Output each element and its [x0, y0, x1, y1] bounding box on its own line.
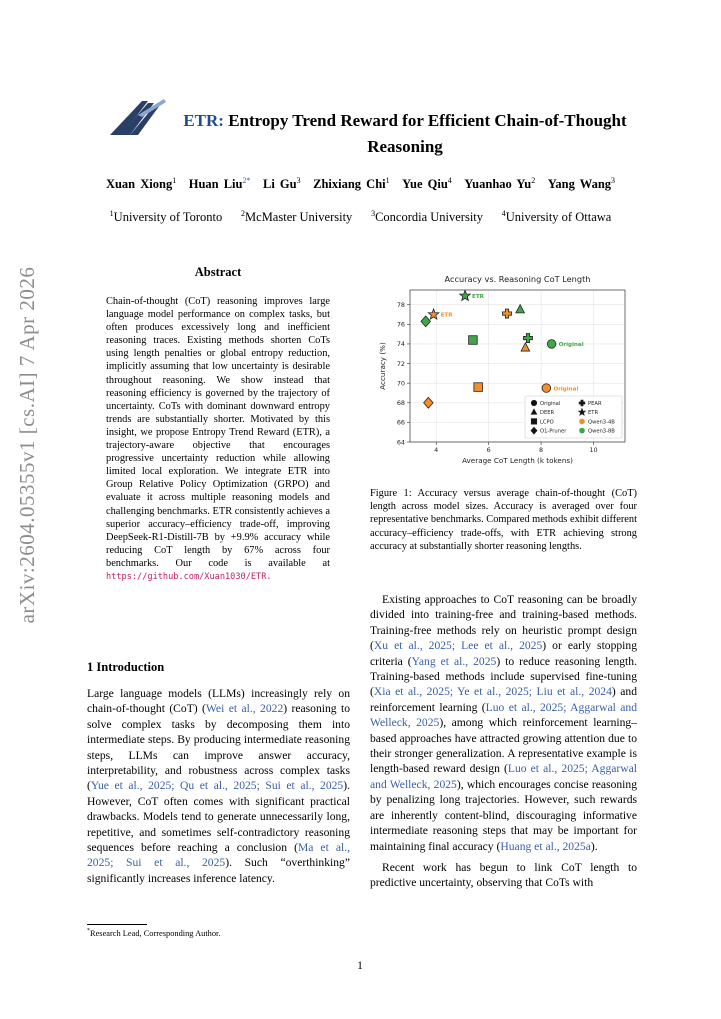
citation-link[interactable]: Wei et al., 2022: [205, 702, 284, 716]
abstract-text: Chain-of-thought (CoT) reasoning improves large language model performance on complex tasks, but often produces excessively long and inefficient reasoning traces. Existing methods shorten CoTs using length penalties or global entropy reduction, implicitly assuming that low uncertainty is desirable throughout reasoning. We show instead that reasoning efficiency is governed by the trajectory of uncertainty. CoTs with dominant downward entropy trends are substantially shorter. Motivated by this insight, we propose Entropy Trend Reward (ETR), a trajectory-aware objective that encourages progressive uncertainty reduction while allowing limited local exploration. We integrate ETR into Group Relative Policy Optimization (GRPO) and evaluate it across multiple reasoning models and challenging benchmarks. ETR consistently achieves a superior accuracy–efficiency trade-off, improving DeepSeek-R1-Distill-7B by +9.9% accuracy while reducing CoT length by 67% across four benchmarks. Our code is available at: [106, 296, 330, 569]
data-point-o1-pruner: [421, 316, 430, 327]
legend-label: LCPO: [540, 419, 554, 426]
point-label: ETR: [472, 294, 485, 301]
point-label: Original: [553, 386, 579, 393]
data-point-original: [547, 340, 556, 349]
point-label: Original: [558, 342, 584, 349]
legend-marker: [531, 400, 536, 405]
author-affiliation-mark: 1: [172, 176, 177, 185]
abstract-body: [106, 295, 330, 584]
data-point-lcpo: [474, 383, 483, 392]
y-tick-label: 74: [396, 340, 405, 349]
intro-text: ). However, CoT often comes with significant practical drawbacks. Models tend to generate unnecessarily long, repetitive, and sometimes self-contradictory reasoning sequences before reaching a conclusion (: [87, 779, 350, 855]
figure-caption: Figure 1: Accuracy versus average chain-of-thought (CoT) length across model sizes. Accuracy is averaged over four representative benchmarks. Compared methods exhibit different accuracy–efficiency trade-offs, with ETR achieving strong accuracy at substantially shorter reasoning lengths.: [370, 488, 637, 552]
affiliation: $^1$University of Toronto: [109, 209, 223, 225]
right-paragraph-2: Recent work has begun to link CoT length to predictive uncertainty, observing that CoTs with: [370, 860, 637, 890]
intro-text: ) reasoning to solve complex tasks by decomposing them into intermediate steps. By producing intermediate reasoning steps, LLMs can improve answer accuracy, interpretability, and robustness across complex tasks (: [87, 702, 351, 793]
title-text: Entropy Trend Reward for Efficient Chain-of-Thought Reasoning: [228, 111, 627, 156]
data-point-o1-pruner: [424, 397, 433, 408]
body-text: ) to reduce reasoning length. Training-based methods include supervised fine-tuning (: [370, 654, 637, 699]
author-affiliation-mark: 4: [447, 176, 452, 185]
legend-label: Original: [540, 401, 561, 407]
arxiv-identifier: arXiv:2604.05355v1 [cs.AI] 7 Apr 2026: [15, 266, 39, 624]
right-paragraph-1: [370, 592, 637, 854]
chart-title: Accuracy vs. Reasoning CoT Length: [444, 274, 591, 284]
body-text: ), which encourages concise reasoning by penalizing long trajectories. However, such rewards are inherently content-blind, discouraging informative intermediate reasoning steps that may be important for maintaining final accuracy (: [370, 777, 637, 853]
author-affiliation-mark: 3: [296, 176, 301, 185]
y-tick-label: 64: [396, 438, 405, 447]
author-name: Zhixiang Chi$^1$: [313, 176, 390, 192]
citation-link[interactable]: Xia et al., 2025; Ye et al., 2025; Liu et al., 2024: [373, 685, 612, 699]
etr-logo-icon: [108, 97, 168, 137]
y-tick-label: 78: [396, 301, 405, 310]
legend-label: PEAR: [588, 401, 602, 407]
author-name: Li Gu$^3$: [262, 176, 301, 192]
body-text: ) or early stopping criteria (: [370, 639, 637, 668]
body-text: ).: [590, 839, 598, 853]
paper-title: [160, 108, 650, 160]
body-text: ) and reinforcement learning (: [370, 685, 638, 714]
abstract-heading: Abstract: [194, 265, 242, 279]
intro-text: Large language models (LLMs) increasingly rely on chain-of-thought (CoT) (: [87, 687, 350, 716]
author-affiliation-mark: 3: [611, 176, 616, 185]
author-name: Xuan Xiong$^1$: [105, 176, 177, 192]
legend-marker: [579, 419, 585, 425]
citation-link[interactable]: Xu et al., 2025; Lee et al., 2025: [373, 639, 543, 653]
affiliation: $^3$Concordia University: [371, 209, 484, 225]
x-tick-label: 8: [539, 446, 544, 454]
legend-label: Qwen3-4B: [588, 419, 615, 426]
body-text: Existing approaches to CoT reasoning can be broadly divided into training-free and training-based methods. Training-free methods rely on heuristic prompt design (: [370, 593, 637, 653]
section-heading-introduction: 1 Introduction: [87, 660, 165, 674]
footnote-mark: *: [87, 928, 90, 934]
x-axis-label: Average CoT Length (k tokens): [462, 456, 573, 465]
author-name: Huan Liu$^{2*}$: [188, 176, 251, 192]
code-link[interactable]: https://github.com/Xuan1030/ETR.: [106, 571, 272, 582]
x-tick-label: 4: [434, 446, 439, 454]
data-point-pear: [502, 309, 511, 318]
y-tick-label: 76: [396, 320, 405, 329]
y-tick-label: 68: [396, 399, 405, 408]
introduction-paragraph: [87, 686, 350, 886]
legend-label: DEER: [540, 410, 555, 417]
footnote-rule: [87, 924, 147, 925]
data-point-etr: [460, 290, 471, 300]
title-acronym: ETR:: [183, 111, 224, 130]
data-point-deer: [516, 305, 525, 313]
legend-marker: [531, 419, 536, 424]
data-point-etr: [428, 309, 439, 319]
legend-label: ETR: [588, 410, 599, 417]
citation-link[interactable]: Luo et al., 2025; Aggarwal and Welleck, 2025: [370, 762, 637, 791]
y-tick-label: 72: [396, 359, 405, 368]
author-affiliation-mark: 2*: [242, 176, 251, 185]
data-point-pear: [523, 334, 532, 343]
author-name: Yue Qiu$^4$: [402, 176, 452, 192]
author-affiliation-mark: 2: [531, 176, 536, 185]
point-label: ETR: [440, 312, 453, 319]
body-text: ), among which reinforcement learning–based approaches have attracted growing attention due to their stronger generalization. A representative example is length-based reward design (: [370, 716, 637, 776]
right-column-text: [370, 592, 637, 891]
page-number: 1: [357, 960, 363, 972]
citation-link[interactable]: Yue et al., 2025; Qu et al., 2025; Sui et al., 2025: [90, 779, 344, 793]
legend-label: Qwen3-8B: [588, 428, 615, 435]
footnote-text: Research Lead, Corresponding Author.: [90, 928, 221, 938]
citation-link[interactable]: Yang et al., 2025: [411, 654, 497, 668]
author-name: Yang Wang$^3$: [547, 176, 616, 192]
y-axis-label: Accuracy (%): [378, 342, 387, 390]
affiliation: $^2$McMaster University: [241, 209, 353, 225]
author-list: [30, 176, 691, 192]
citation-link[interactable]: Luo et al., 2025; Aggarwal and Welleck, 2025: [370, 700, 637, 730]
legend-label: O1-Pruner: [540, 428, 567, 435]
author-affiliation-mark: 1: [385, 176, 390, 185]
footnote: [87, 928, 220, 938]
citation-link[interactable]: Huang et al., 2025a: [500, 839, 591, 853]
x-tick-label: 6: [486, 446, 491, 454]
data-point-lcpo: [469, 336, 478, 345]
intro-text: ). Such “overthinking” significantly increases inference latency.: [87, 856, 350, 885]
y-tick-label: 66: [396, 418, 405, 427]
legend-marker: [579, 428, 585, 434]
x-tick-label: 10: [589, 446, 598, 454]
y-tick-label: 70: [396, 379, 405, 388]
author-name: Yuanhao Yu$^2$: [464, 176, 536, 192]
affiliation-list: [30, 209, 691, 225]
affiliation: $^4$University of Ottawa: [501, 209, 612, 225]
accuracy-vs-length-chart: [370, 268, 638, 478]
data-point-original: [542, 384, 551, 393]
citation-link[interactable]: Ma et al., 2025; Sui et al., 2025: [87, 841, 350, 870]
